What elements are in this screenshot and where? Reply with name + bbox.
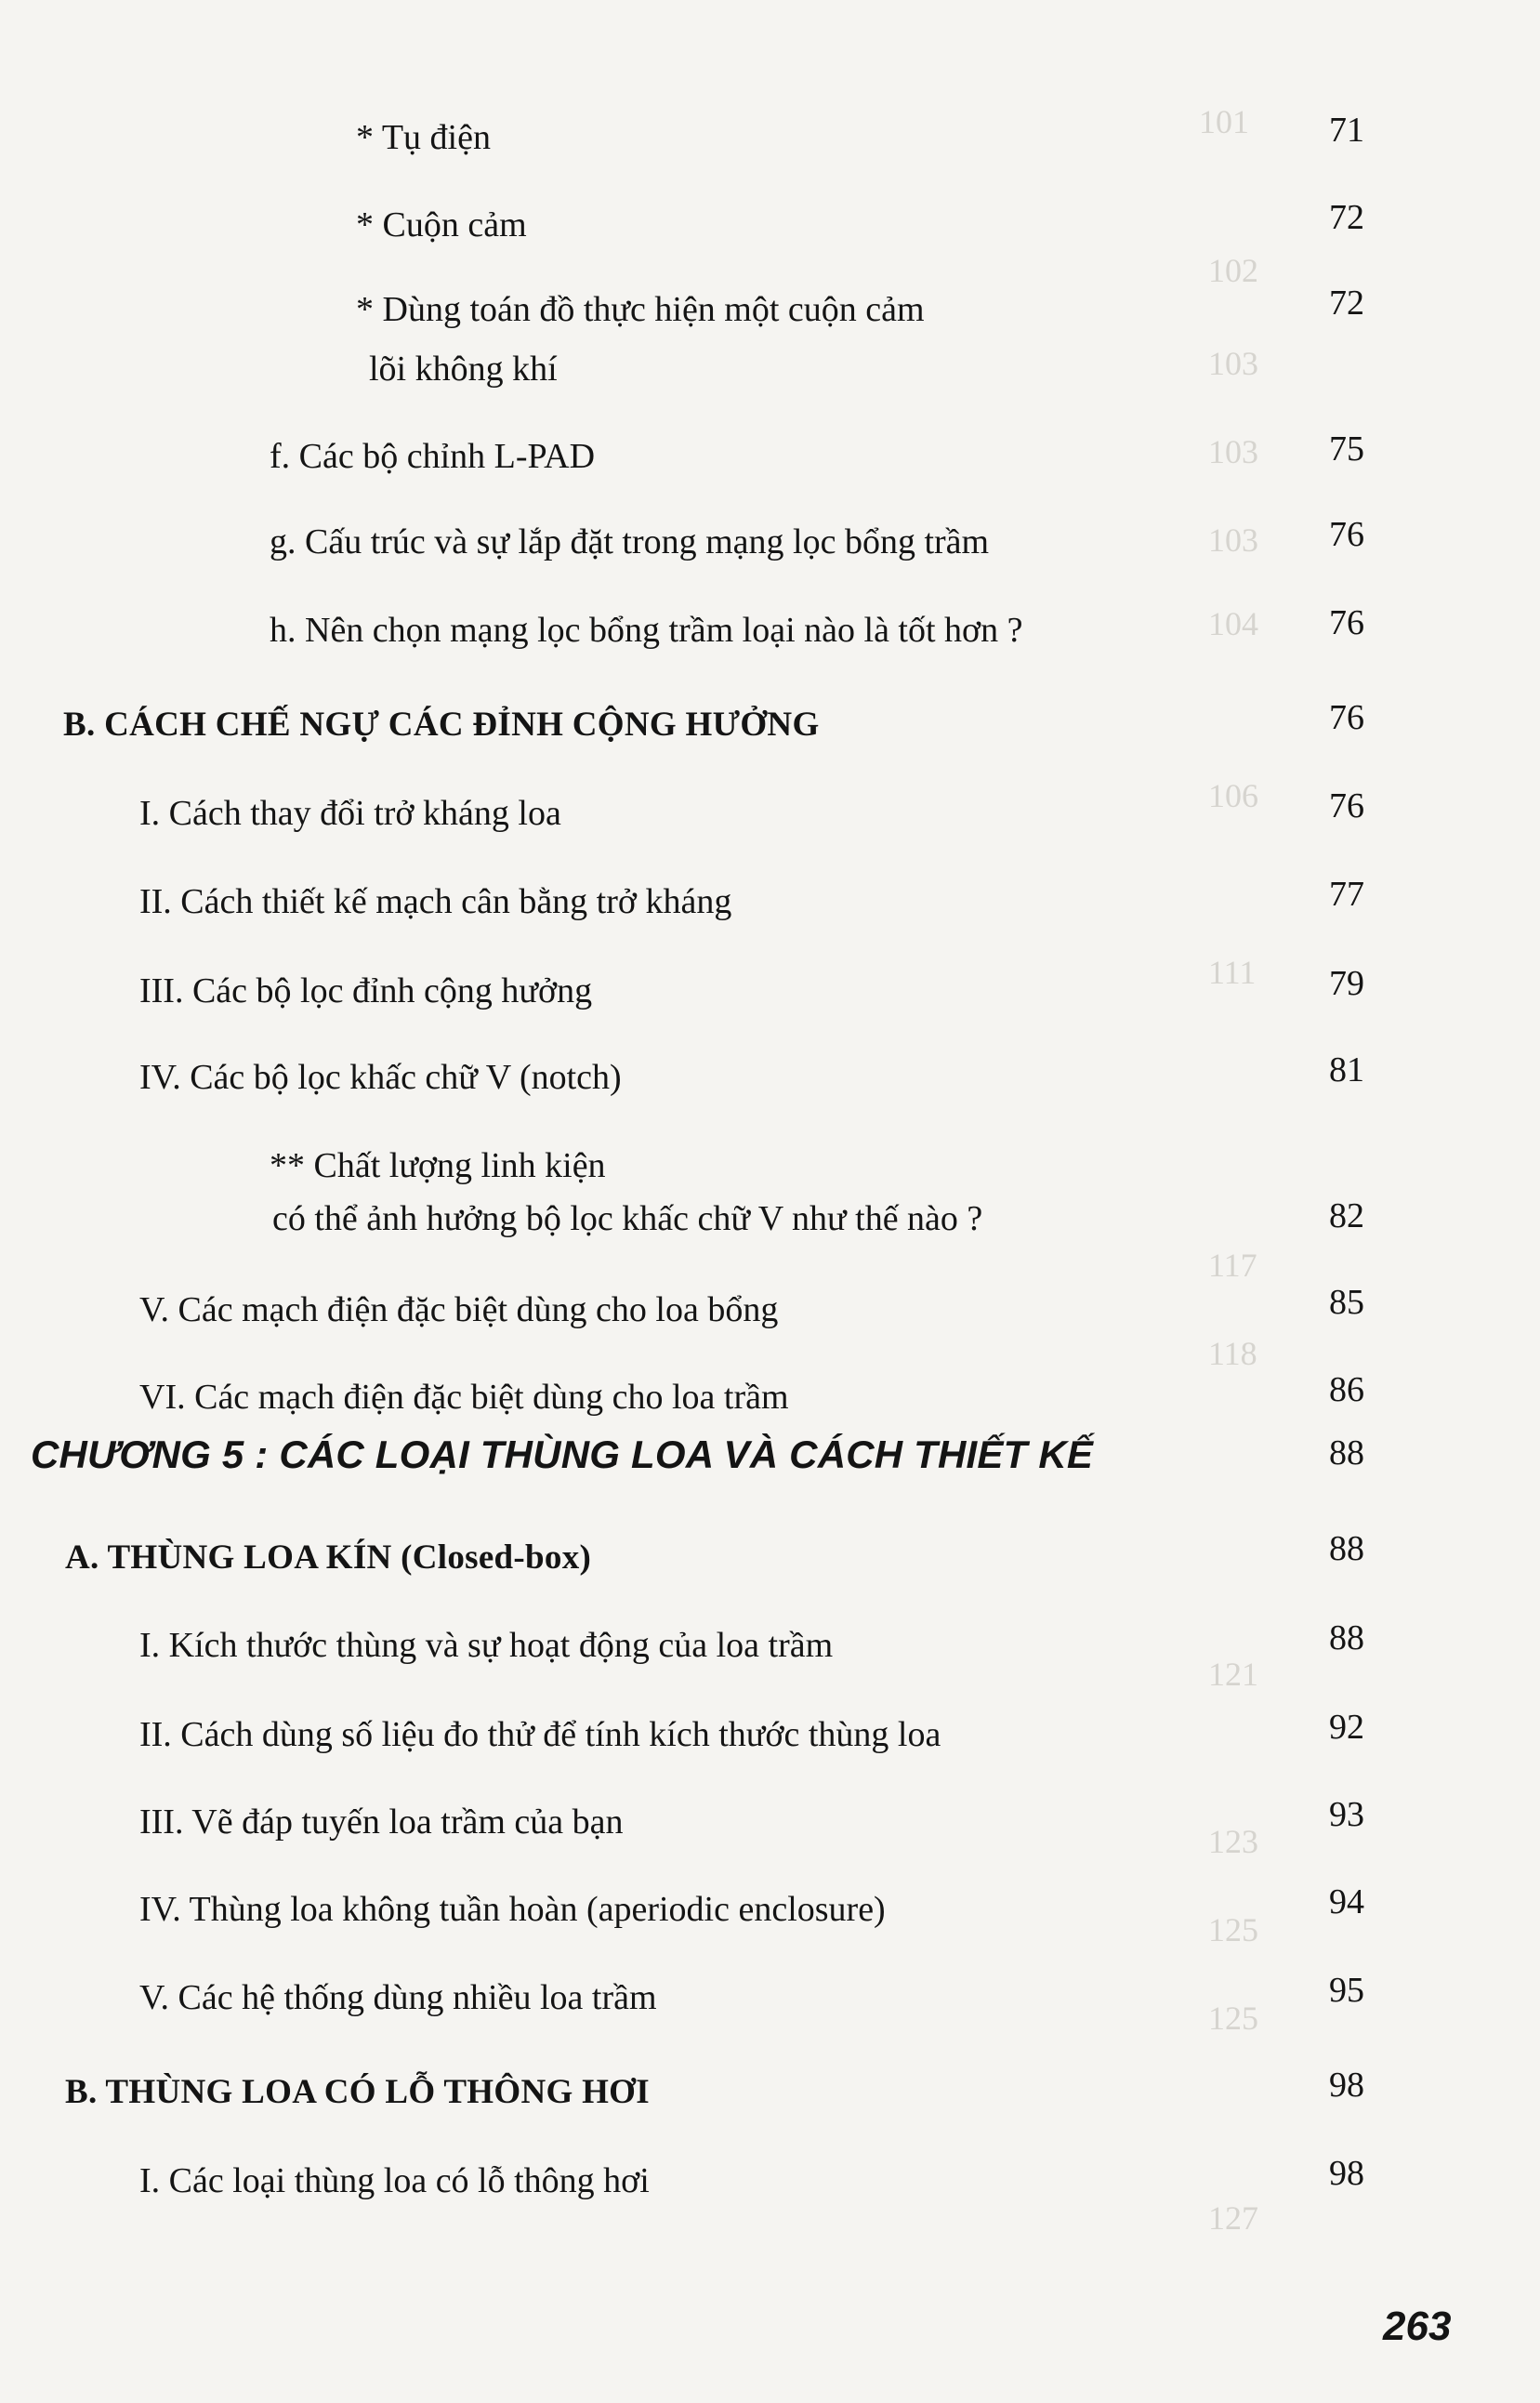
bleed-through-text: 125 — [1208, 1911, 1258, 1948]
toc-entry-text: I. Kích thước thùng và sự hoạt động của loa trầm — [139, 1626, 834, 1665]
toc-entry-page: 82 — [1329, 1196, 1364, 1235]
bleed-through-text: 127 — [1208, 2199, 1258, 2237]
toc-entry-text: II. Cách thiết kế mạch cân bằng trở kháng — [139, 882, 732, 921]
toc-entry-page: 86 — [1329, 1370, 1364, 1409]
toc-entry-text: ** Chất lượng linh kiện — [270, 1146, 606, 1185]
toc-entry-page: 81 — [1329, 1050, 1364, 1089]
toc-entry-page: 94 — [1329, 1882, 1364, 1921]
toc-entry-text: V. Các hệ thống dùng nhiều loa trầm — [139, 1978, 657, 2017]
toc-entry-text: * Tụ điện — [356, 118, 491, 157]
bleed-through-text: 101 — [1199, 103, 1249, 140]
toc-entry-text: I. Cách thay đổi trở kháng loa — [139, 794, 561, 833]
toc-section-heading: B. THÙNG LOA CÓ LỖ THÔNG HƠI — [65, 2073, 650, 2111]
toc-entry-page: 93 — [1329, 1795, 1364, 1834]
toc-entry-text: VI. Các mạch điện đặc biệt dùng cho loa trầm — [139, 1378, 789, 1417]
toc-entry-page: 76 — [1329, 698, 1364, 737]
toc-entry-text: g. Cấu trúc và sự lắp đặt trong mạng lọc bổng trầm — [270, 522, 990, 561]
bleed-through-text: 103 — [1208, 345, 1258, 382]
bleed-through-text: 106 — [1208, 777, 1258, 814]
toc-entry-page: 98 — [1329, 2154, 1364, 2193]
toc-entry-text: IV. Thùng loa không tuần hoàn (aperiodic enclosure) — [139, 1890, 886, 1929]
bleed-through-text: 102 — [1208, 252, 1258, 289]
bleed-through-text: 121 — [1208, 1656, 1258, 1693]
toc-entry-page: 88 — [1329, 1529, 1364, 1568]
toc-entry-text: V. Các mạch điện đặc biệt dùng cho loa bổng — [139, 1290, 779, 1329]
toc-entry-text: * Cuộn cảm — [356, 205, 527, 244]
toc-entry-text: f. Các bộ chỉnh L-PAD — [270, 437, 596, 476]
toc-entry-page: 85 — [1329, 1283, 1364, 1322]
toc-entry-page: 76 — [1329, 603, 1364, 642]
toc-entry-page: 98 — [1329, 2066, 1364, 2105]
bleed-through-text: 123 — [1208, 1823, 1258, 1860]
chapter-heading: CHƯƠNG 5 : CÁC LOẠI THÙNG LOA VÀ CÁCH THIẾT KẾ — [31, 1433, 1094, 1476]
toc-entry-page: 72 — [1329, 284, 1364, 323]
toc-entry-page: 95 — [1329, 1971, 1364, 2010]
toc-entry-text: h. Nên chọn mạng lọc bổng trầm loại nào là tốt hơn ? — [270, 611, 1023, 650]
toc-entry-text: IV. Các bộ lọc khấc chữ V (notch) — [139, 1058, 622, 1097]
toc-entry-page: 75 — [1329, 429, 1364, 469]
bleed-through-text: 103 — [1208, 433, 1258, 470]
toc-entry-page: 88 — [1329, 1433, 1364, 1472]
bleed-through-text: 117 — [1208, 1247, 1257, 1284]
toc-entry-text: III. Các bộ lọc đỉnh cộng hưởng — [139, 971, 593, 1010]
bleed-through-text: 111 — [1208, 954, 1257, 991]
toc-entry-text: I. Các loại thùng loa có lỗ thông hơi — [139, 2161, 650, 2200]
toc-entry-page: 72 — [1329, 198, 1364, 237]
toc-entry-page: 76 — [1329, 786, 1364, 825]
bleed-through-text: 104 — [1208, 605, 1258, 642]
bleed-through-text: 125 — [1208, 2000, 1258, 2037]
toc-entry-text-continued: lõi không khí — [369, 350, 558, 389]
toc-entry-text: * Dùng toán đồ thực hiện một cuộn cảm — [356, 290, 925, 329]
toc-entry-text: III. Vẽ đáp tuyến loa trầm của bạn — [139, 1802, 624, 1842]
toc-entry-page: 88 — [1329, 1618, 1364, 1657]
toc-entry-page: 71 — [1329, 111, 1364, 150]
toc-entry-page: 92 — [1329, 1708, 1364, 1747]
toc-entry-page: 76 — [1329, 515, 1364, 554]
toc-entry-page: 79 — [1329, 964, 1364, 1003]
toc-entry-page: 77 — [1329, 875, 1364, 914]
bleed-through-text: 118 — [1208, 1335, 1257, 1372]
toc-entry-text: II. Cách dùng số liệu đo thử để tính kích thước thùng loa — [139, 1715, 941, 1754]
page-number: 263 — [1383, 2304, 1452, 2349]
toc-section-heading: B. CÁCH CHẾ NGỰ CÁC ĐỈNH CỘNG HƯỞNG — [63, 706, 820, 744]
bleed-through-text: 103 — [1208, 522, 1258, 559]
toc-section-heading: A. THÙNG LOA KÍN (Closed-box) — [65, 1538, 592, 1577]
toc-entry-text-continued: có thể ảnh hưởng bộ lọc khấc chữ V như thế nào ? — [272, 1199, 983, 1238]
